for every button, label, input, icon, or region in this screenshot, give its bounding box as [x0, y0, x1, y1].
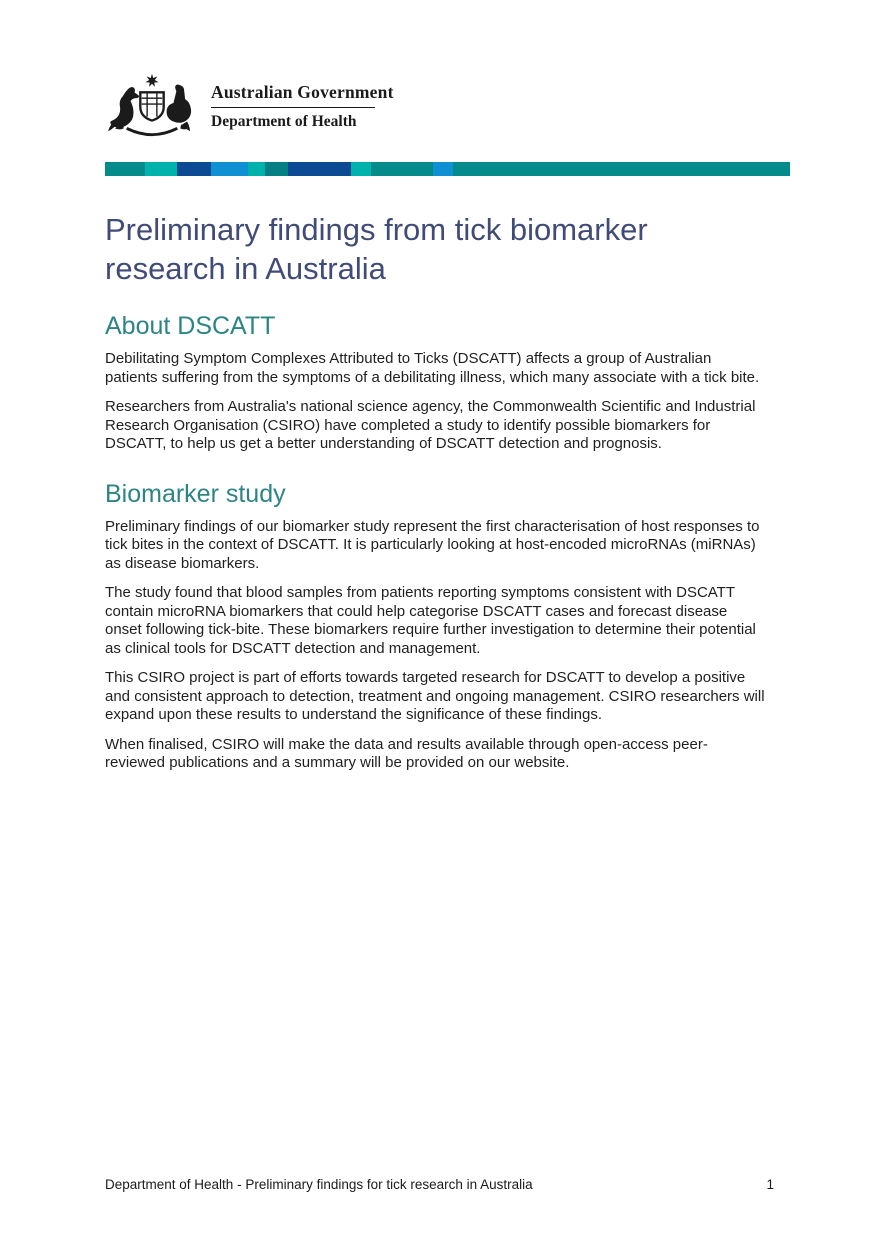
paragraph-biomarker-4: When finalised, CSIRO will make the data and results available through open-access peer-reviewed publications and a summary will be provided on our website.	[105, 735, 708, 771]
paragraph-biomarker-1: Preliminary findings of our biomarker study represent the first characterisation of host responses to tick bites in the context of DSCATT. It is particularly looking at host-encoded microRNAs (miRNAs) as disease biomarkers.	[105, 517, 760, 572]
australian-coat-of-arms-icon	[105, 68, 199, 142]
color-bar-segment	[145, 162, 177, 176]
paragraph-biomarker-2: The study found that blood samples from patients reporting symptoms consistent with DSCATT contain microRNA biomarkers that could help categorise DSCATT cases and forecast disease onset following tick-bite. These biomarkers require further investigation to determine their potential as clinical tools for DSCATT detection and management.	[105, 584, 756, 657]
paragraph-dscatt-1: Debilitating Symptom Complexes Attributed to Ticks (DSCATT) affects a group of Australian patients suffering from the symptoms of a debilitating illness, which many associate with a tick bite.	[105, 350, 760, 386]
color-bar-segment	[211, 162, 248, 176]
paragraph-dscatt-2: Researchers from Australia's national science agency, the Commonwealth Scientific and Industrial Research Organisation (CSIRO) have completed a study to identify possible biomarkers for DSCATT, to help us get a better understanding of DSCATT detection and prognosis.	[105, 398, 756, 452]
color-bar-segment	[453, 162, 790, 176]
document-content	[105, 210, 765, 784]
section-heading-about-dscatt: About DSCATT	[105, 312, 276, 340]
color-bar-segment	[248, 162, 265, 176]
color-bar-segment	[433, 162, 453, 176]
page-title: Preliminary findings from tick biomarker research in Australia	[105, 212, 648, 286]
color-bar-segment	[288, 162, 351, 176]
brand-color-bar	[105, 162, 790, 176]
color-bar-segment	[105, 162, 145, 176]
logo-department-text: Department of Health	[211, 113, 357, 130]
color-bar-segment	[371, 162, 433, 176]
color-bar-segment	[265, 162, 288, 176]
color-bar-segment	[177, 162, 211, 176]
page-footer	[105, 1177, 774, 1192]
paragraph-biomarker-3: This CSIRO project is part of efforts towards targeted research for DSCATT to develop a positive and consistent approach to detection, treatment and ongoing management. CSIRO researchers will expand upon these results to understand the significance of these findings.	[105, 669, 765, 723]
color-bar-segment	[351, 162, 371, 176]
footer-page-number: 1	[766, 1177, 774, 1192]
logo-text-block	[211, 68, 394, 131]
logo-divider	[211, 107, 375, 108]
gov-logo	[105, 68, 394, 142]
footer-text: Department of Health - Preliminary findings for tick research in Australia	[105, 1177, 533, 1192]
section-heading-biomarker-study: Biomarker study	[105, 479, 286, 508]
logo-government-text: Australian Government	[211, 82, 394, 102]
